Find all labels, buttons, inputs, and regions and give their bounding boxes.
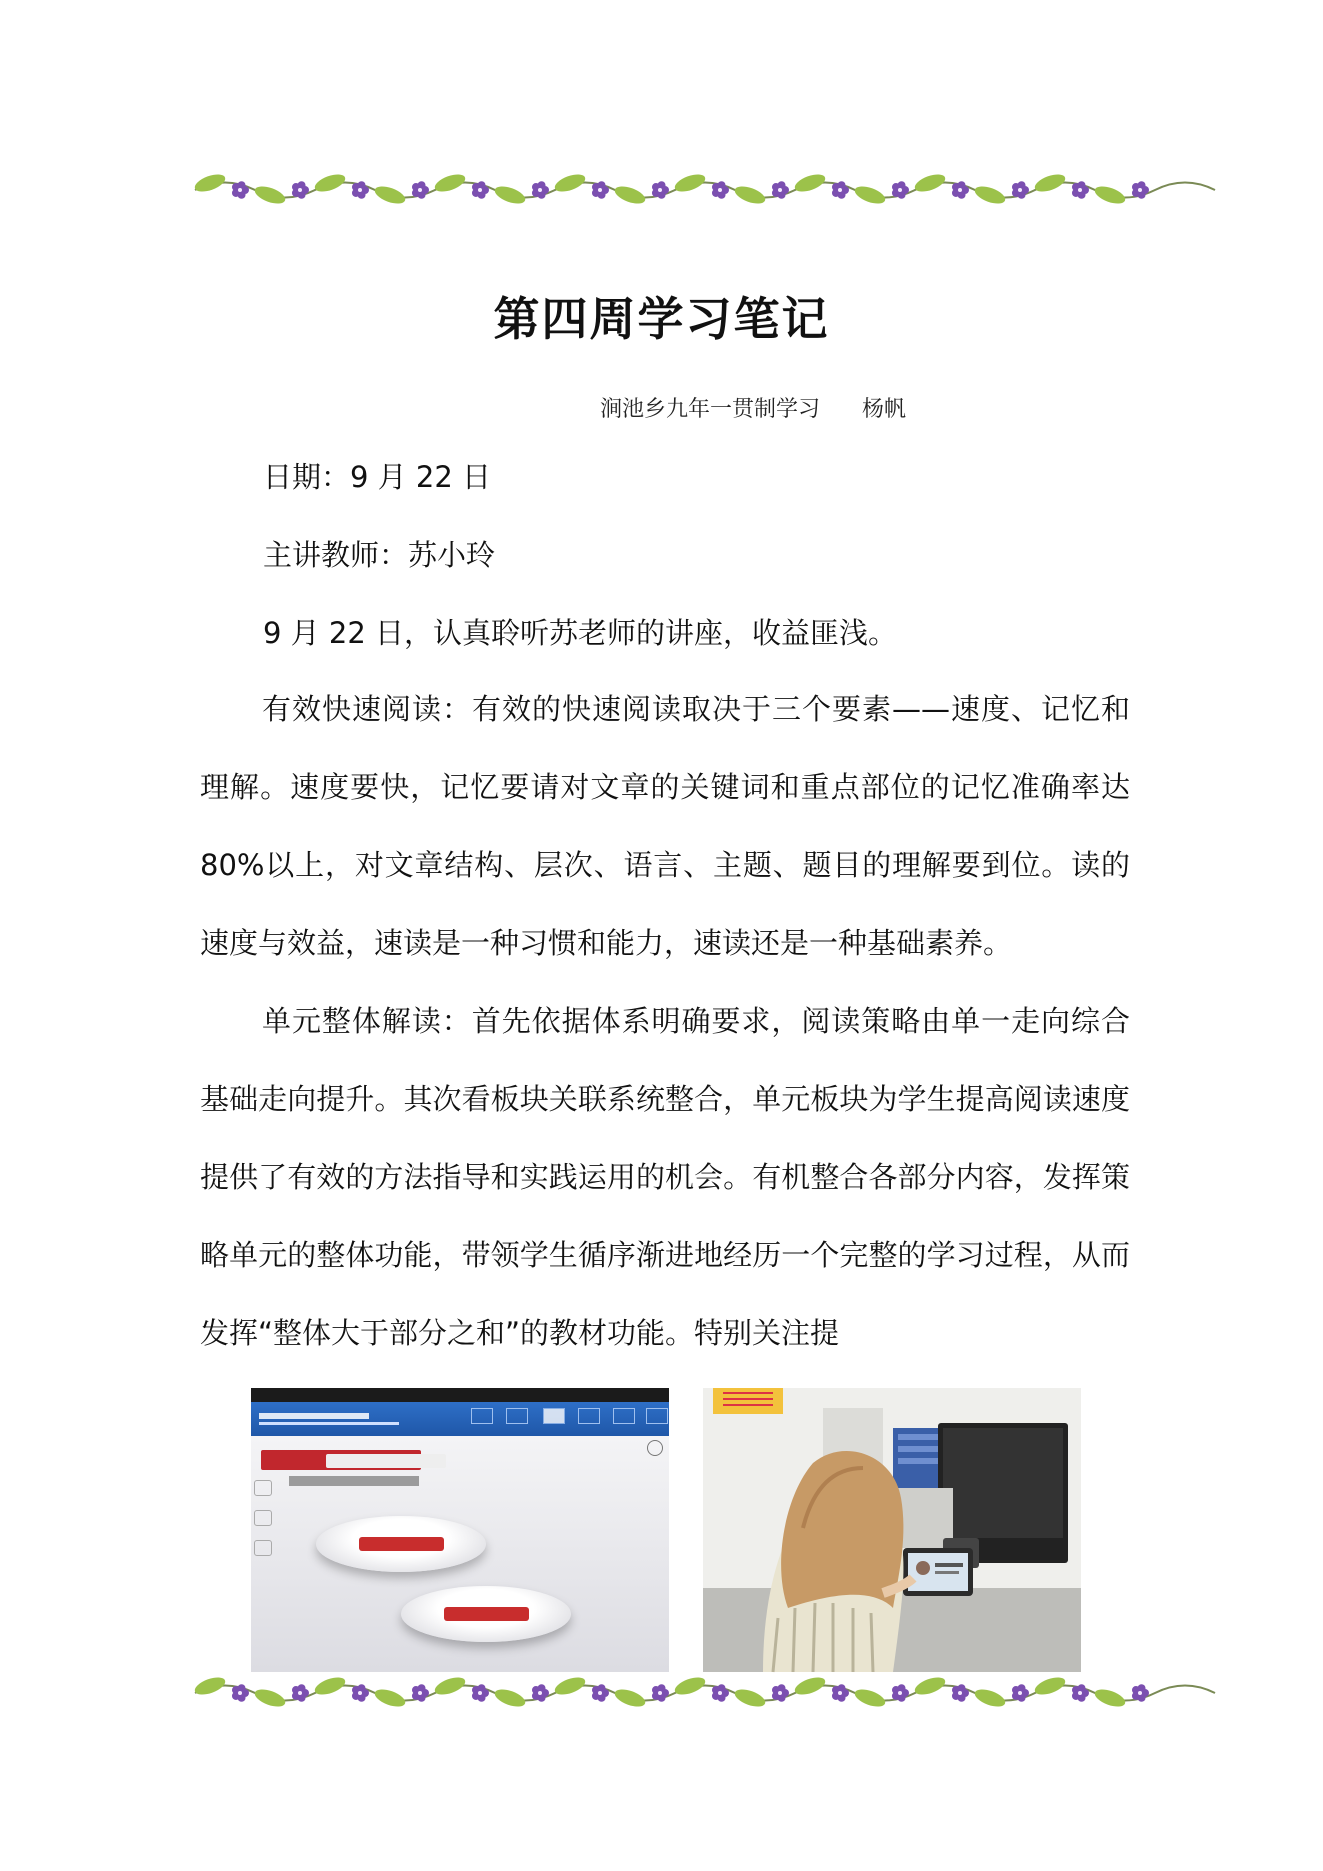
byline-school: 涧池乡九年一贯制学习 [600,397,821,422]
app-header [251,1402,669,1436]
paragraph-unit-reading: 单元整体解读：首先依据体系明确要求，阅读策略由单一走向综合基础走向提升。其次看板块关联系统整合，单元板块为学生提高阅读速度提供了有效的方法指导和实践运用的机会。有机整合各部分内容，发挥策略单元的整体功能，带领学生循序渐进地经历一个完整的学习过程，从而发挥“整体大于部分之和”的教材功能。特别关注提 [200,1004,1130,1350]
teacher-line: 主讲教师：苏小玲 [263,538,496,572]
date-line: 日期：9 月 22 日 [263,460,492,494]
status-bar [251,1388,669,1402]
app-screenshot-photo [251,1388,669,1672]
book-icon [506,1408,528,1424]
slide-heading [289,1476,419,1486]
byline-author: 杨帆 [861,397,906,422]
intro-line: 9 月 22 日，认真聆听苏老师的讲座，收益匪浅。 [263,616,898,650]
comment-icon [254,1480,272,1496]
paragraph-fast-reading: 有效快速阅读：有效的快速阅读取决于三个要素——速度、记忆和理解。速度要快，记忆要请对文章的关键词和重点部位的记忆准确率达 80%以上，对文章结构、层次、语言、主题、题目的理解要到位。读的速度与效益，速读是一种习惯和能力，速读还是一种基础素养。 [200,692,1130,960]
settings-icon [613,1408,635,1424]
pen-icon [254,1510,272,1526]
teacher-at-tablet-photo [703,1388,1081,1672]
close-icon [647,1440,663,1456]
photo-scene [703,1388,1081,1672]
decorative-vine-bottom [190,1668,1165,1718]
home-icon [471,1408,493,1424]
decorative-vine-top [190,165,1165,215]
profile-icon [646,1408,668,1424]
slide-bubble-1 [316,1516,486,1572]
slide-bubble-2 [401,1586,571,1642]
clip-icon [254,1540,272,1556]
slide-area [251,1436,669,1672]
list-icon [578,1408,600,1424]
app-logo [259,1413,369,1419]
slide-banner [326,1454,446,1468]
byline [600,392,906,423]
page-title: 第四周学习笔记 [493,292,830,346]
course-icon [543,1408,565,1424]
app-subtitle [259,1422,399,1425]
